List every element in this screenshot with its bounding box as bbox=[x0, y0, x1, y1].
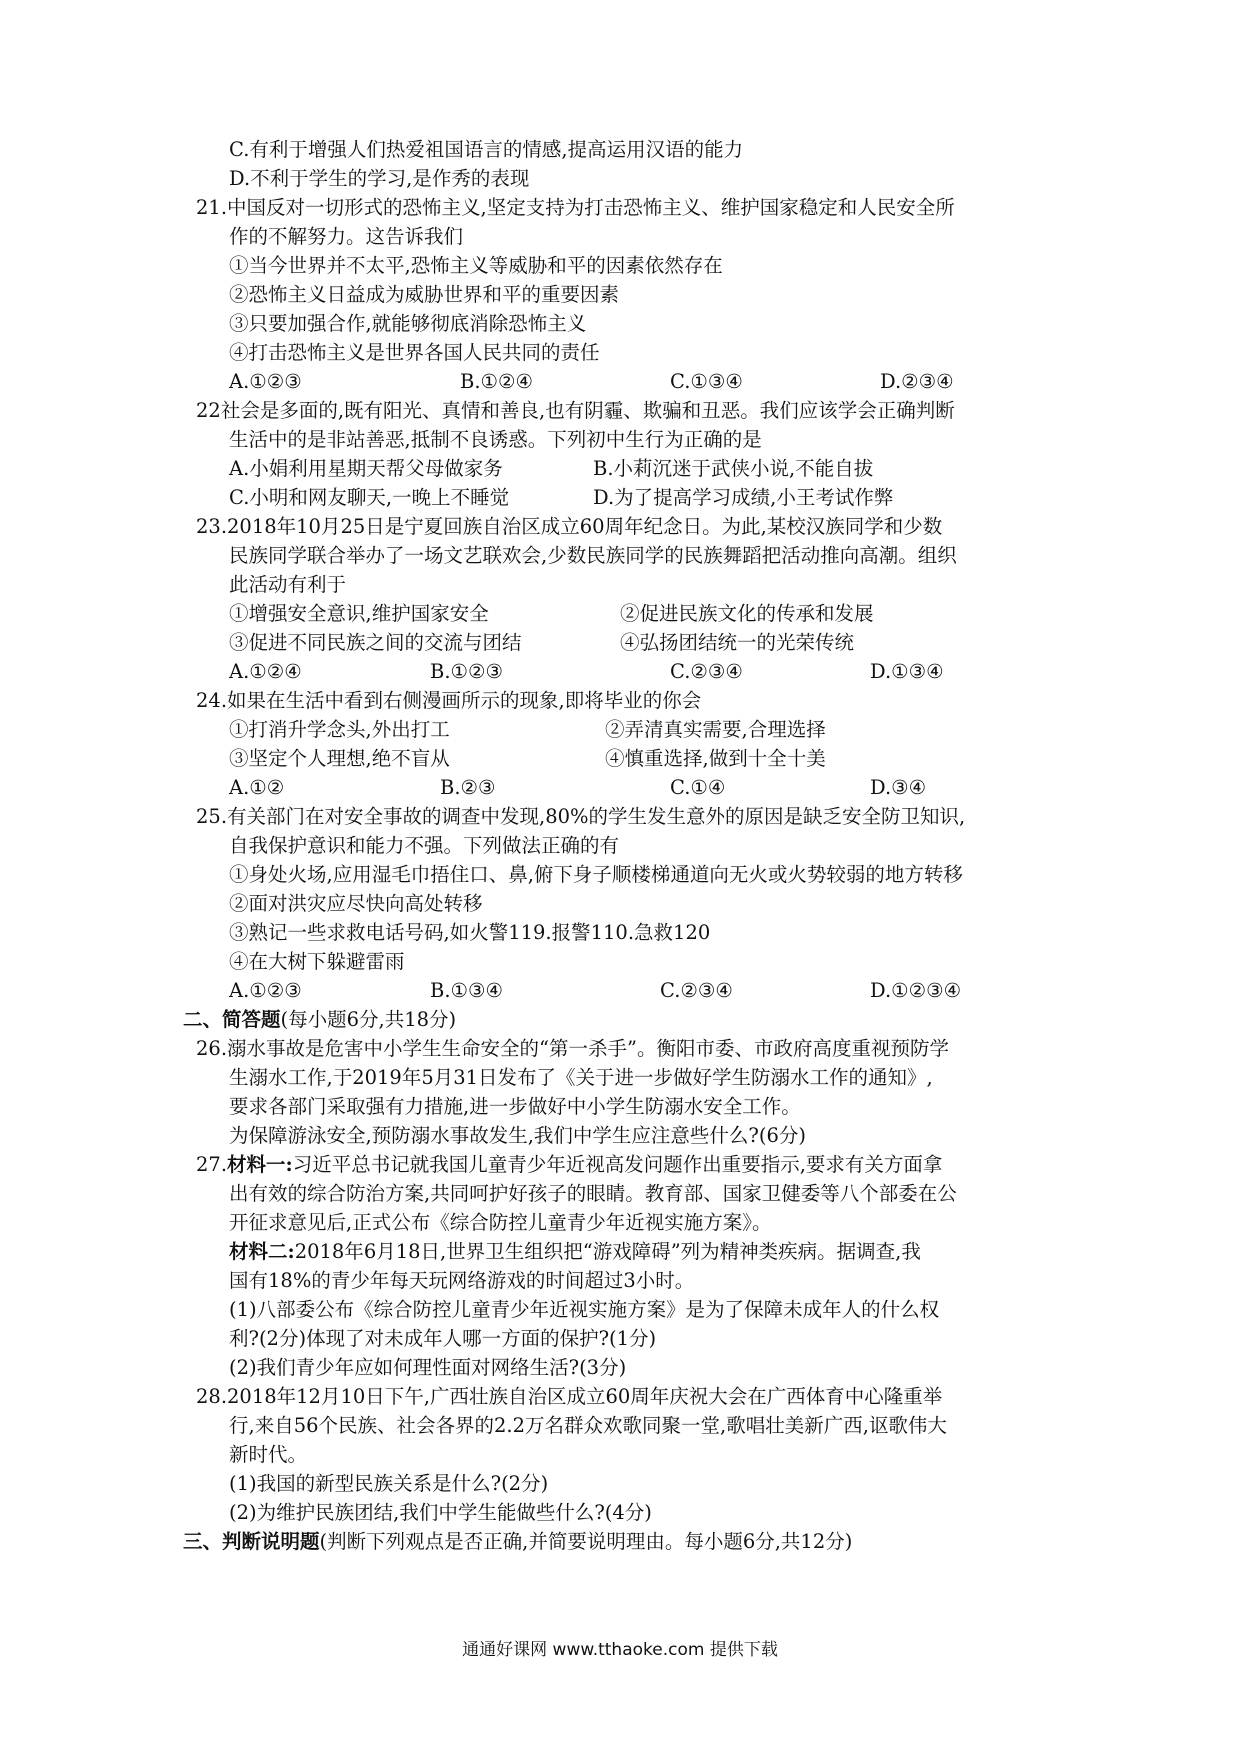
q23-option-c: C.②③④ bbox=[670, 660, 743, 683]
q23-statement-2: ②促进民族文化的传承和发展 bbox=[620, 602, 874, 625]
q27-part2: (2)我们青少年应如何理性面对网络生活?(3分) bbox=[229, 1356, 627, 1379]
q25-statement-1: ①身处火场,应用湿毛巾捂住口、鼻,俯下身子顺楼梯通道向无火或火势较弱的地方转移 bbox=[229, 863, 963, 886]
section2-title: 二、简答题 bbox=[183, 1008, 281, 1031]
q24-option-c: C.①④ bbox=[670, 776, 726, 799]
q27-material1-text: 习近平总书记就我国儿童青少年近视高发问题作出重要指示,要求有关方面拿 bbox=[292, 1153, 943, 1176]
q25-option-a: A.①②③ bbox=[229, 979, 302, 1002]
q23-stem-line2: 民族同学联合举办了一场文艺联欢会,少数民族同学的民族舞蹈把活动推向高潮。组织 bbox=[229, 544, 957, 567]
q21-option-b: B.①②④ bbox=[460, 370, 533, 393]
q22-option-c: C.小明和网友聊天,一晚上不睡觉 bbox=[229, 486, 510, 509]
q23-statement-4: ④弘扬团结统一的光荣传统 bbox=[620, 631, 855, 654]
q27-material2-label: 材料二: bbox=[229, 1240, 295, 1263]
q25-stem-line2: 自我保护意识和能力不强。下列做法正确的有 bbox=[229, 834, 620, 857]
q24-stem: 24.如果在生活中看到右侧漫画所示的现象,即将毕业的你会 bbox=[196, 689, 702, 712]
q28-line2: 行,来自56个民族、社会各界的2.2万名群众欢歌同聚一堂,歌唱壮美新广西,讴歌伟大 bbox=[229, 1414, 947, 1437]
section2-heading bbox=[183, 1007, 456, 1033]
q23-option-d: D.①③④ bbox=[870, 660, 944, 683]
q21-stem-line1: 21.中国反对一切形式的恐怖主义,坚定支持为打击恐怖主义、维护国家稳定和人民安全所 bbox=[196, 196, 955, 219]
q27-material1-line2: 出有效的综合防治方案,共同呵护好孩子的眼睛。教育部、国家卫健委等八个部委在公 bbox=[229, 1182, 957, 1205]
q20-option-c: C.有利于增强人们热爱祖国语言的情感,提高运用汉语的能力 bbox=[229, 138, 744, 161]
q21-statement-2: ②恐怖主义日益成为威胁世界和平的重要因素 bbox=[229, 283, 620, 306]
q22-option-b: B.小莉沉迷于武侠小说,不能自拔 bbox=[593, 457, 874, 480]
section3-note: (判断下列观点是否正确,并简要说明理由。每小题6分,共12分) bbox=[319, 1530, 853, 1553]
q21-statement-4: ④打击恐怖主义是世界各国人民共同的责任 bbox=[229, 341, 600, 364]
q24-statement-1: ①打消升学念头,外出打工 bbox=[229, 718, 450, 741]
q27-material1-line1 bbox=[196, 1152, 942, 1178]
q22-option-d: D.为了提高学习成绩,小王考试作弊 bbox=[593, 486, 894, 509]
section2-note: (每小题6分,共18分) bbox=[280, 1008, 457, 1031]
q24-option-a: A.①② bbox=[229, 776, 285, 799]
page-footer: 通通好课网 www.tthaoke.com 提供下载 bbox=[462, 1640, 778, 1660]
q27-number: 27. bbox=[196, 1153, 228, 1176]
q25-option-c: C.②③④ bbox=[660, 979, 733, 1002]
q24-statement-2: ②弄清真实需要,合理选择 bbox=[605, 718, 826, 741]
q27-material1-line3: 开征求意见后,正式公布《综合防控儿童青少年近视实施方案》。 bbox=[229, 1211, 772, 1234]
q23-option-a: A.①②④ bbox=[229, 660, 302, 683]
q25-statement-3: ③熟记一些求救电话号码,如火警119.报警110.急救120 bbox=[229, 921, 711, 944]
q25-statement-2: ②面对洪灾应尽快向高处转移 bbox=[229, 892, 483, 915]
q21-statement-3: ③只要加强合作,就能够彻底消除恐怖主义 bbox=[229, 312, 587, 335]
q23-option-b: B.①②③ bbox=[430, 660, 503, 683]
q27-part1-line1: (1)八部委公布《综合防控儿童青少年近视实施方案》是为了保障未成年人的什么权 bbox=[229, 1298, 940, 1321]
q24-statement-3: ③坚定个人理想,绝不盲从 bbox=[229, 747, 450, 770]
q27-part1-line2: 利?(2分)体现了对未成年人哪一方面的保护?(1分) bbox=[229, 1327, 657, 1350]
q21-statement-1: ①当今世界并不太平,恐怖主义等威胁和平的因素依然存在 bbox=[229, 254, 723, 277]
q25-option-b: B.①③④ bbox=[430, 979, 503, 1002]
q27-material2-text: 2018年6月18日,世界卫生组织把“游戏障碍”列为精神类疾病。据调查,我 bbox=[294, 1240, 921, 1263]
q24-statement-4: ④慎重选择,做到十全十美 bbox=[605, 747, 826, 770]
q25-option-d: D.①②③④ bbox=[870, 979, 962, 1002]
q21-option-d: D.②③④ bbox=[880, 370, 954, 393]
q28-part2: (2)为维护民族团结,我们中学生能做些什么?(4分) bbox=[229, 1501, 652, 1524]
q26-line3: 要求各部门采取强有力措施,进一步做好中小学生防溺水安全工作。 bbox=[229, 1095, 801, 1118]
section3-heading bbox=[183, 1529, 852, 1555]
q24-option-b: B.②③ bbox=[440, 776, 496, 799]
q23-statement-3: ③促进不同民族之间的交流与团结 bbox=[229, 631, 522, 654]
q27-material1-label: 材料一: bbox=[227, 1153, 293, 1176]
q21-option-a: A.①②③ bbox=[229, 370, 302, 393]
q27-material2-line1 bbox=[229, 1239, 921, 1265]
q22-option-a: A.小娟利用星期天帮父母做家务 bbox=[229, 457, 503, 480]
q26-line1: 26.溺水事故是危害中小学生生命安全的“第一杀手”。衡阳市委、市政府高度重视预防学 bbox=[196, 1037, 949, 1060]
q22-stem-line1: 22社会是多面的,既有阳光、真情和善良,也有阴霾、欺骗和丑恶。我们应该学会正确判断 bbox=[196, 399, 955, 422]
section3-title: 三、判断说明题 bbox=[183, 1530, 320, 1553]
q26-line2: 生溺水工作,于2019年5月31日发布了《关于进一步做好学生防溺水工作的通知》, bbox=[229, 1066, 933, 1089]
q27-material2-line2: 国有18%的青少年每天玩网络游戏的时间超过3小时。 bbox=[229, 1269, 695, 1292]
q28-part1: (1)我国的新型民族关系是什么?(2分) bbox=[229, 1472, 549, 1495]
q22-stem-line2: 生活中的是非站善恶,抵制不良诱惑。下列初中生行为正确的是 bbox=[229, 428, 762, 451]
q25-statement-4: ④在大树下躲避雷雨 bbox=[229, 950, 405, 973]
q28-line3: 新时代。 bbox=[229, 1443, 308, 1466]
q21-stem-line2: 作的不解努力。这告诉我们 bbox=[229, 225, 464, 248]
q24-option-d: D.③④ bbox=[870, 776, 927, 799]
q23-statement-1: ①增强安全意识,维护国家安全 bbox=[229, 602, 489, 625]
q23-stem-line1: 23.2018年10月25日是宁夏回族自治区成立60周年纪念日。为此,某校汉族同学和少数 bbox=[196, 515, 943, 538]
q21-option-c: C.①③④ bbox=[670, 370, 743, 393]
q20-option-d: D.不利于学生的学习,是作秀的表现 bbox=[229, 167, 530, 190]
q26-question: 为保障游泳安全,预防溺水事故发生,我们中学生应注意些什么?(6分) bbox=[229, 1124, 806, 1147]
q25-stem-line1: 25.有关部门在对安全事故的调查中发现,80%的学生发生意外的原因是缺乏安全防卫知识, bbox=[196, 805, 966, 828]
q28-line1: 28.2018年12月10日下午,广西壮族自治区成立60周年庆祝大会在广西体育中心隆重举 bbox=[196, 1385, 943, 1408]
q23-stem-line3: 此活动有利于 bbox=[229, 573, 347, 596]
